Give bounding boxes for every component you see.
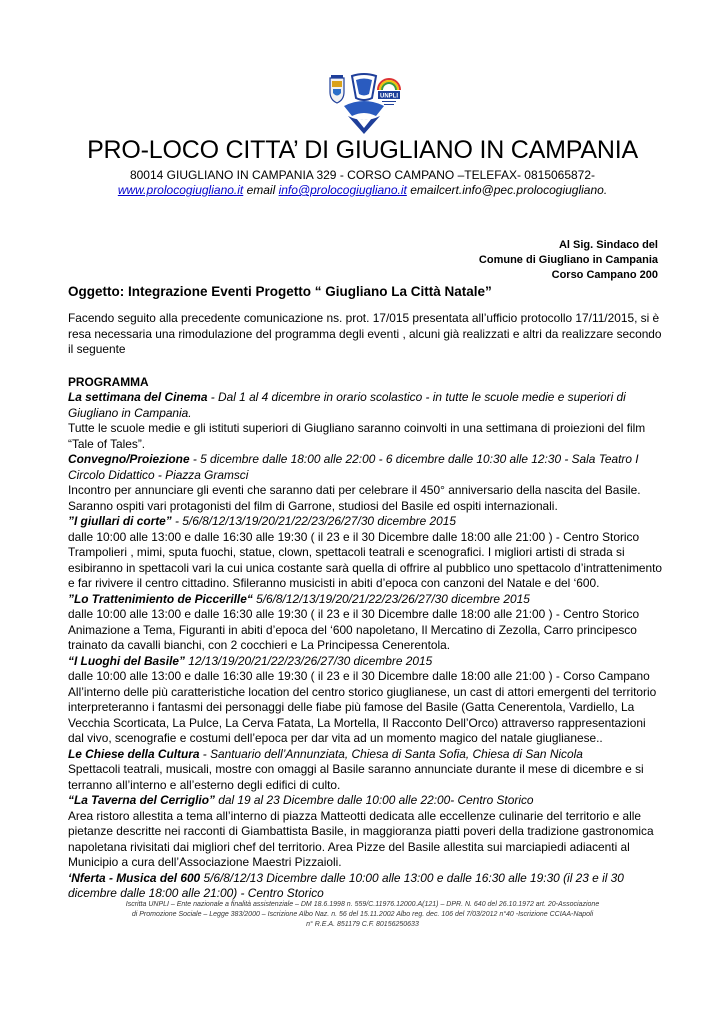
- event-description: Spettacoli teatrali, musicali, mostre con omaggi al Basile saranno annunciate durante il mese di dicembre e si terranno all’interno e all’esterno degli edifici di culto.: [68, 762, 644, 792]
- footer-line: n° R.E.A. 851179 C.F. 80156250633: [306, 921, 419, 928]
- address-line: 80014 GIUGLIANO IN CAMPANIA 329 - CORSO CAMPANO –TELEFAX- 0815065872-: [129, 168, 596, 182]
- contact-line: [0, 183, 725, 197]
- event-item: [68, 654, 664, 670]
- recipient-line: Corso Campano 200: [551, 269, 658, 281]
- organization-title: PRO-LOCO CITTA’ DI GIUGLIANO IN CAMPANIA: [87, 136, 638, 164]
- footer-legal: [40, 900, 685, 930]
- website-link[interactable]: www.prolocogiugliano.it: [117, 183, 244, 197]
- event-title: La settimana del Cinema: [68, 390, 208, 404]
- subject-line: Oggetto: Integrazione Eventi Progetto “ Giugliano La Città Natale”: [68, 284, 492, 299]
- event-item: [68, 871, 664, 902]
- email-link[interactable]: info@prolocogiugliano.it: [278, 183, 407, 197]
- event-item: [68, 747, 664, 763]
- event-title: “La Taverna del Cerriglio”: [68, 793, 215, 807]
- coat-of-arms-icon: [330, 75, 344, 103]
- event-description: Tutte le scuole medie e gli istituti superiori di Giugliano saranno coinvolti in una settimana di proiezioni del film “Tale of Tales”.: [68, 421, 646, 451]
- event-item: [68, 452, 664, 483]
- event-item: [68, 793, 664, 809]
- event-info: - 5/6/8/12/13/19/20/21/22/23/26/27/30 dicembre 2015: [171, 514, 457, 528]
- event-description: Incontro per annunciare gli eventi che saranno dati per celebrare il 450° anniversario della nascita del Basile. Saranno ospiti vari protagonisti del film di Garrone, studiosi del Basile ed ospiti internazionali.: [68, 483, 641, 513]
- event-info: - Dal 1 al 4 dicembre in orario scolastico - in tutte le scuole medie e superiori di Giugliano in Campania.: [68, 390, 626, 420]
- event-title: Le Chiese della Cultura: [68, 746, 200, 761]
- event-description: All’interno delle più caratteristiche location del centro storico giuglianese, un cast di attori emergenti del territorio interpreteranno i fantasmi dei personaggi delle fiabe più famose del Basile (Gatta Cenerentola, Vardiello, La Vecchia Scorticata, La Pulce, La Cerva Fatata, La Mortella, Il Racconto Dell’Orco) attraverso rappresentazioni dal vivo, scenografie e costumi dell’epoca per dar vita ad un momento magico del natale giuglianese..: [68, 684, 657, 745]
- email-label: email: [243, 183, 279, 197]
- footer-line: Iscritta UNPLI – Ente nazionale a finalità assistenziale – DM 18.6.1998 n. 559/C.11976.12000.A(121) – DPR. N. 640 del 26.10.1972 art. 20-Associazione: [125, 901, 600, 908]
- event-info: - 5 dicembre dalle 18:00 alle 22:00 - 6 dicembre dalle 10:30 alle 12:30 - Sala Teatro I Circolo Didattico - Piazza Gramsci: [68, 452, 639, 482]
- letter-body: [68, 311, 664, 902]
- unpli-logo-icon: [378, 79, 400, 105]
- recipient-block: [479, 238, 658, 283]
- event-info: 5/6/8/12/13 Dicembre dalle 10:00 alle 13:00 e dalle 16:30 alle 19:30 (il 23 e il 30 dicembre dalle 18:00 alle 21:00) - Centro Storico: [68, 870, 624, 900]
- unpli-logo-text: UNPLI: [380, 93, 398, 100]
- event-title: Convegno/Proiezione: [68, 452, 190, 466]
- event-info: 5/6/8/12/13/19/20/21/22/23/26/27/30 dicembre 2015: [252, 591, 530, 606]
- event-title: ‘Nferta - Musica del 600: [68, 870, 201, 885]
- event-info: dal 19 al 23 Dicembre dalle 10:00 alle 22:00- Centro Storico: [214, 793, 534, 807]
- event-info: 12/13/19/20/21/22/23/26/27/30 dicembre 2015: [184, 653, 433, 668]
- event-title: ”I giullari di corte”: [68, 514, 172, 528]
- event-item: [68, 592, 664, 608]
- event-info: - Santuario dell’Annunziata, Chiesa di Santa Sofia, Chiesa di San Nicola: [199, 746, 583, 761]
- event-description: dalle 10:00 alle 13:00 e dalle 16:30 alle 19:30 ( il 23 e il 30 Dicembre dalle 18:00 alle 21:00 ) - Centro Storico Trampolieri , mimi, sputa fuochi, statue, clown, spettacoli teatrali e scenografici. I migliori artisti di strada si esibiranno in spettacoli vari la cui unica costante sarà quella di offrire al pubblico uno spettacolo d’intrattenimento e far rivivere il centro cittadino. Sfileranno musicisti in abiti d’epoca con canzoni del Natale e del ‘600.: [68, 529, 663, 590]
- recipient-line: Al Sig. Sindaco del: [558, 239, 658, 251]
- event-description: dalle 10:00 alle 13:00 e dalle 16:30 alle 19:30 ( il 23 e il 30 Dicembre dalle 18:00 alle 21:00 ) - Centro Storico Animazione a Tema, Figuranti in abiti d’epoca del ‘600 napoletano, Il Mercatino di Zezolla, Carro principesco trainato da cavalli bianchi, con 2 cocchieri e La Principessa Cenerentola.: [68, 607, 640, 652]
- intro-paragraph: Facendo seguito alla precedente comunicazione ns. prot. 17/015 presentata all’ufficio protocollo 17/11/2015, si è resa necessaria una rimodulazione del programma degli eventi , alcuni già realizzati e altri da realizzare secondo il seguente: [68, 311, 662, 356]
- event-title: “I Luoghi del Basile”: [68, 653, 185, 668]
- event-description: Area ristoro allestita a tema all’interno di piazza Matteotti dedicata alle eccellenze culinarie del territorio e alle pietanze descritte nei racconti di Giambattista Basile, in maggioranza piatti poveri della tradizione gastronomica napoletana rivisitati dai migliori chef del territorio. Area Pizze del Basile allestita sui marciapiedi adiacenti al Municipio a cura dell’Associazione Maestri Pizzaioli.: [68, 808, 654, 869]
- event-description: dalle 10:00 alle 13:00 e dalle 16:30 alle 19:30 ( il 23 e il 30 Dicembre dalle 18:00 alle 21:00 ) - Corso Campano: [68, 669, 650, 683]
- event-title: ”Lo Trattenimiento de Piccerille“: [68, 591, 253, 606]
- emailcert-text: emailcert.info@pec.prolocogiugliano.: [406, 183, 608, 197]
- footer-line: di Promozione Sociale – Legge 383/2000 – Iscrizione Albo Naz. n. 56 del 15.11.2002 Albo reg. dec. 106 del 7/03/2012 n°40 -Iscrizione CCIAA-Napoli: [131, 911, 594, 918]
- recipient-line: Comune di Giugliano in Campania: [478, 254, 658, 266]
- event-item: [68, 390, 664, 421]
- emblem-icon: [344, 74, 384, 134]
- event-item: [68, 514, 664, 530]
- programma-heading: PROGRAMMA: [68, 374, 149, 389]
- proloco-logo: [322, 72, 406, 136]
